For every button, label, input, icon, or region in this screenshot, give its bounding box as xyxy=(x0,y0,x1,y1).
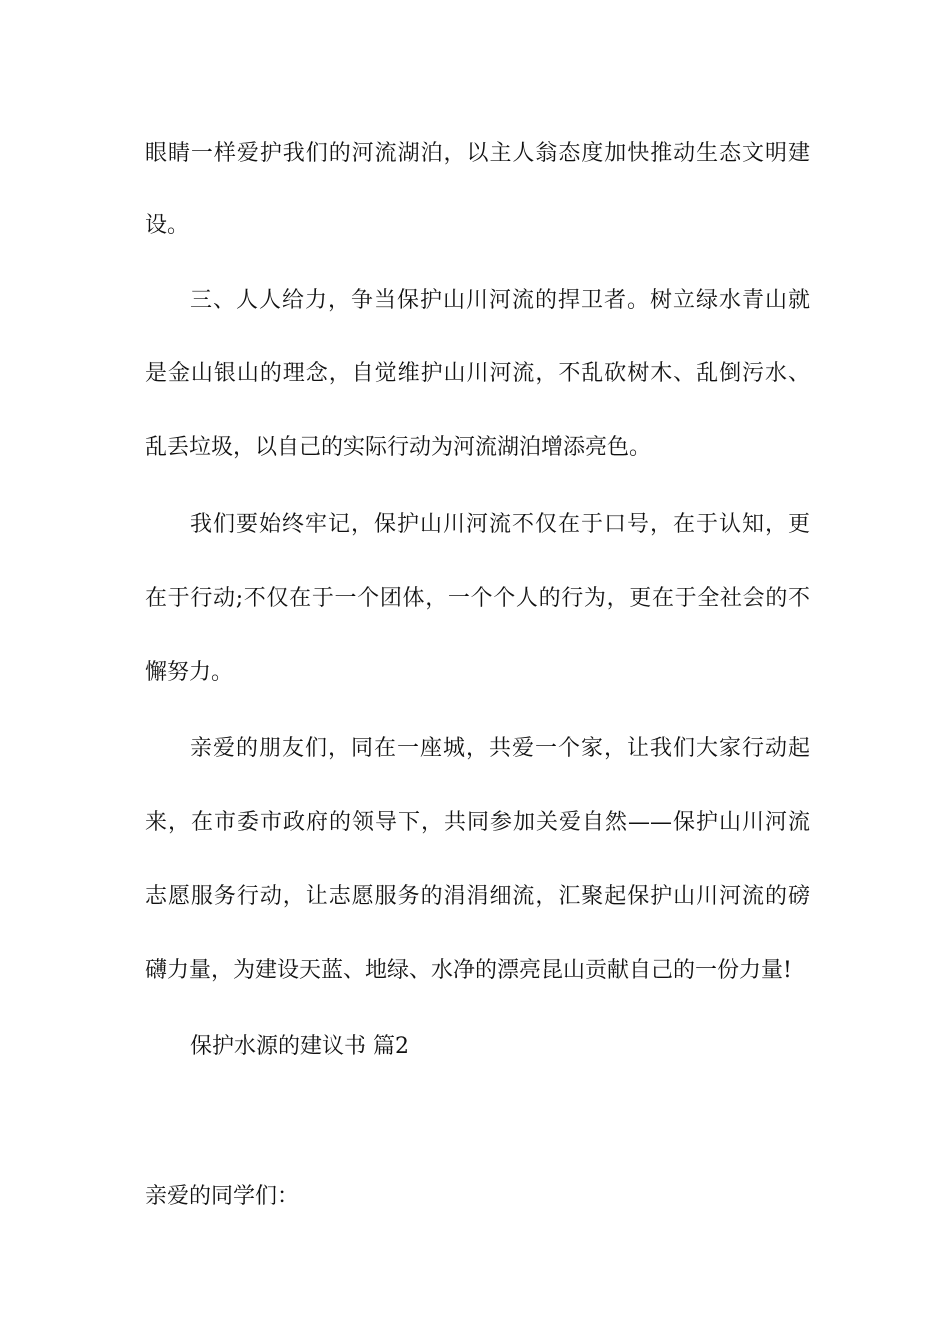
paragraph-line: 设。 xyxy=(145,213,190,238)
paragraph-line: 礴力量，为建设天蓝、地绿、水净的漂亮昆山贡献自己的一份力量! xyxy=(145,958,792,983)
paragraph-line: 志愿服务行动，让志愿服务的涓涓细流，汇聚起保护山川河流的磅 xyxy=(145,884,810,909)
salutation: 亲爱的同学们： xyxy=(145,1184,300,1209)
paragraph-line: 在于行动;不仅在于一个团体，一个个人的行为，更在于全社会的不 xyxy=(145,586,810,611)
paragraph-line: 三、人人给力，争当保护山川河流的捍卫者。树立绿水青山就 xyxy=(190,288,810,313)
paragraph-line: 来，在市委市政府的领导下，共同参加关爱自然——保护山川河流 xyxy=(145,810,810,835)
paragraph-line: 眼睛一样爱护我们的河流湖泊，以主人翁态度加快推动生态文明建 xyxy=(145,141,810,166)
paragraph-line: 是金山银山的理念，自觉维护山川河流，不乱砍树木、乱倒污水、 xyxy=(145,361,810,386)
paragraph-line: 亲爱的朋友们，同在一座城，共爱一个家，让我们大家行动起 xyxy=(190,736,810,761)
paragraph-line: 乱丢垃圾，以自己的实际行动为河流湖泊增添亮色。 xyxy=(145,435,652,460)
paragraph-line: 我们要始终牢记，保护山川河流不仅在于口号，在于认知，更 xyxy=(190,512,810,537)
section-heading: 保护水源的建议书 篇2 xyxy=(190,1034,409,1059)
paragraph-line: 懈努力。 xyxy=(145,660,234,685)
